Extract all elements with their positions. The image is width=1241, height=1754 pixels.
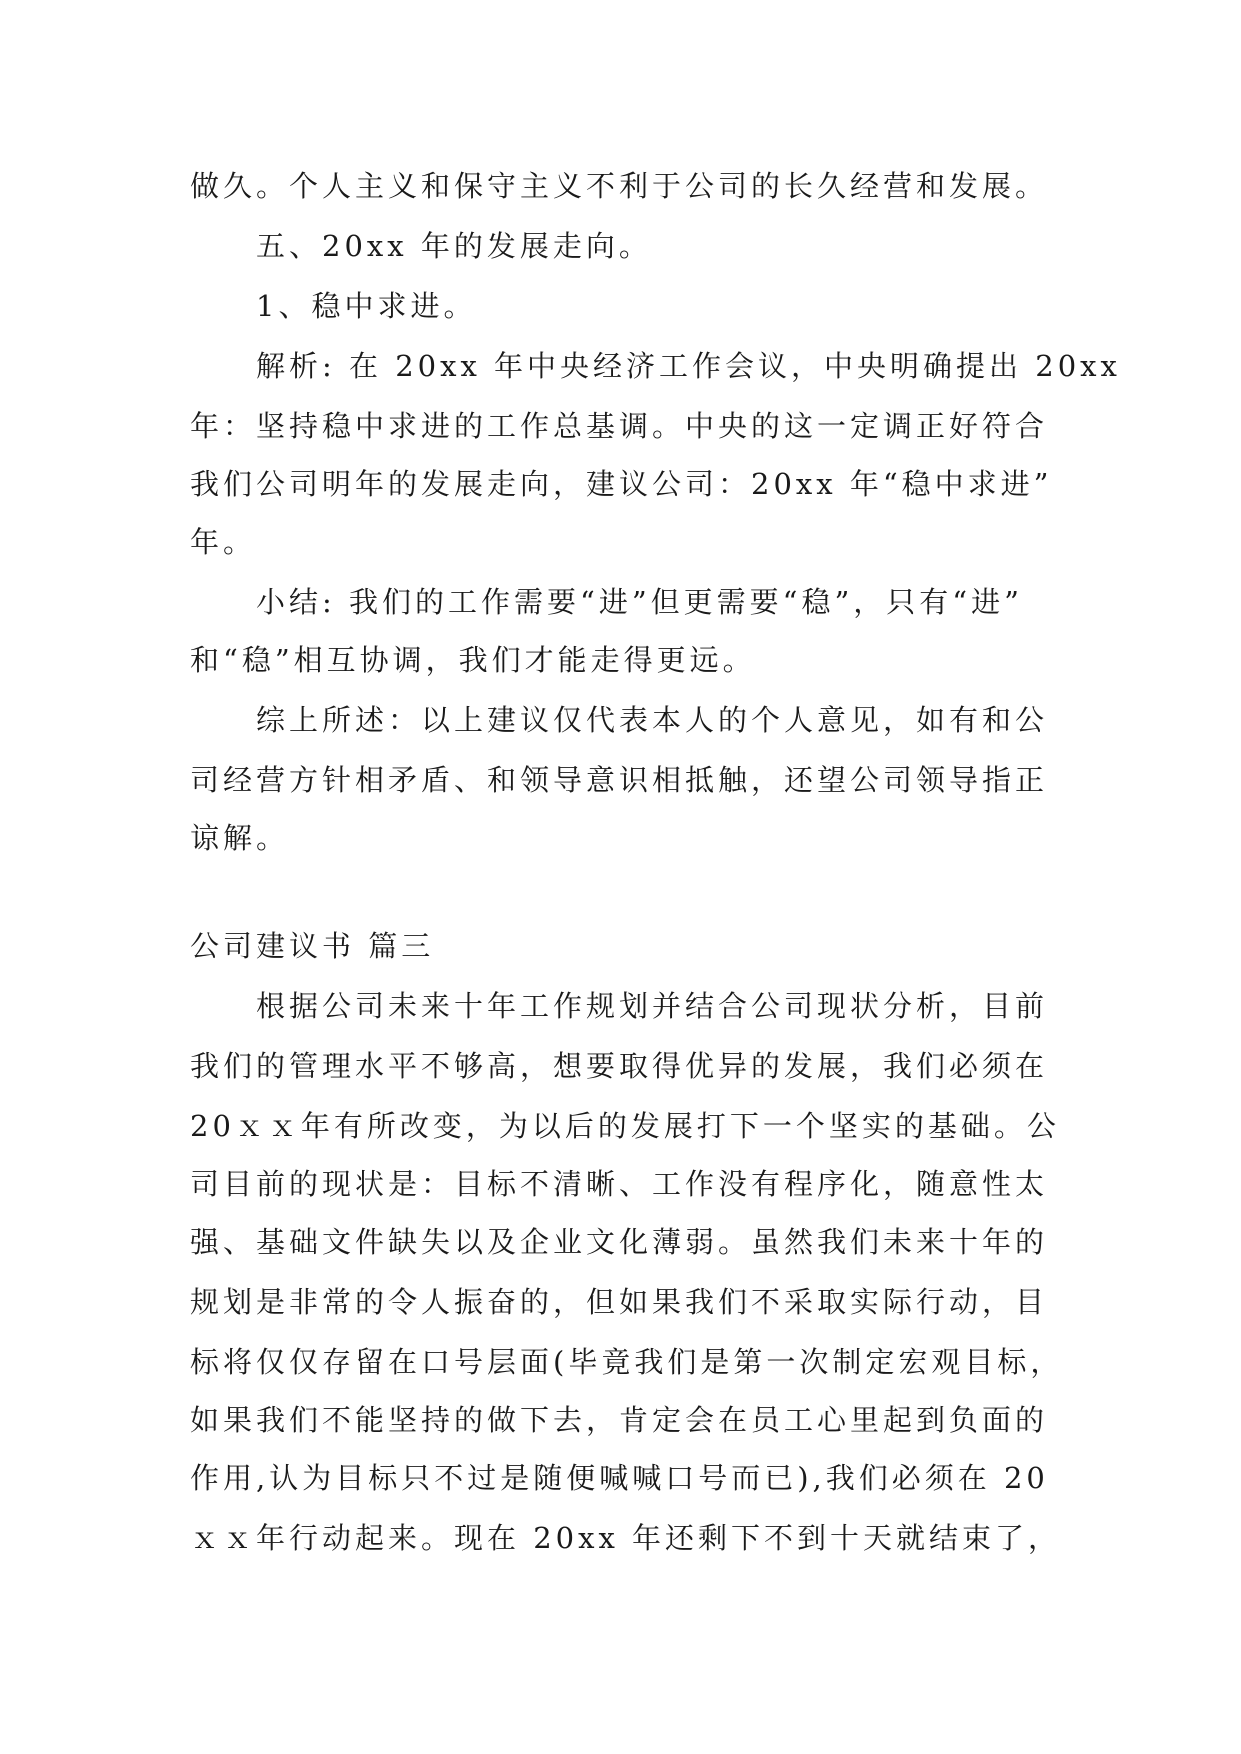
section-heading: 五、20xx 年的发展走向。 <box>256 229 652 263</box>
text-line: 如果我们不能坚持的做下去，肯定会在员工心里起到负面的 <box>190 1403 1049 1437</box>
text-line: 规划是非常的令人振奋的，但如果我们不采取实际行动，目 <box>190 1285 1049 1319</box>
text-line: 20ｘｘ年有所改变，为以后的发展打下一个坚实的基础。公 <box>190 1109 1060 1143</box>
text-line: 强、基础文件缺失以及企业文化薄弱。虽然我们未来十年的 <box>190 1225 1049 1259</box>
text-line: 我们的管理水平不够高，想要取得优异的发展，我们必须在 <box>190 1049 1049 1083</box>
text-line: 年。 <box>190 525 257 559</box>
article-title: 公司建议书 篇三 <box>190 929 435 963</box>
text-line: 做久。个人主义和保守主义不利于公司的长久经营和发展。 <box>190 169 1049 203</box>
text-line: 谅解。 <box>190 821 290 855</box>
text-line: 综上所述：以上建议仅代表本人的个人意见，如有和公 <box>256 703 1049 737</box>
text-line: 司经营方针相矛盾、和领导意识相抵触，还望公司领导指正 <box>190 763 1049 797</box>
text-line: 作用,认为目标只不过是随便喊喊口号而已),我们必须在 20 <box>190 1461 1049 1495</box>
subsection-heading: 1、稳中求进。 <box>256 289 477 323</box>
text-line: 司目前的现状是：目标不清晰、工作没有程序化，随意性太 <box>190 1167 1049 1201</box>
text-line: 和“稳”相互协调，我们才能走得更远。 <box>190 643 756 677</box>
text-line: ｘｘ年行动起来。现在 20xx 年还剩下不到十天就结束了， <box>190 1521 1062 1555</box>
text-line: 小结: 我们的工作需要“进”但更需要“稳”，只有“进” <box>256 585 1023 619</box>
text-line: 根据公司未来十年工作规划并结合公司现状分析，目前 <box>256 989 1049 1023</box>
text-line: 年：坚持稳中求进的工作总基调。中央的这一定调正好符合 <box>190 409 1049 443</box>
text-line: 标将仅仅存留在口号层面(毕竟我们是第一次制定宏观目标， <box>190 1345 1064 1379</box>
text-line: 我们公司明年的发展走向，建议公司：20xx 年“稳中求进” <box>190 467 1053 501</box>
text-line: 解析: 在 20xx 年中央经济工作会议，中央明确提出 20xx <box>256 349 1121 383</box>
